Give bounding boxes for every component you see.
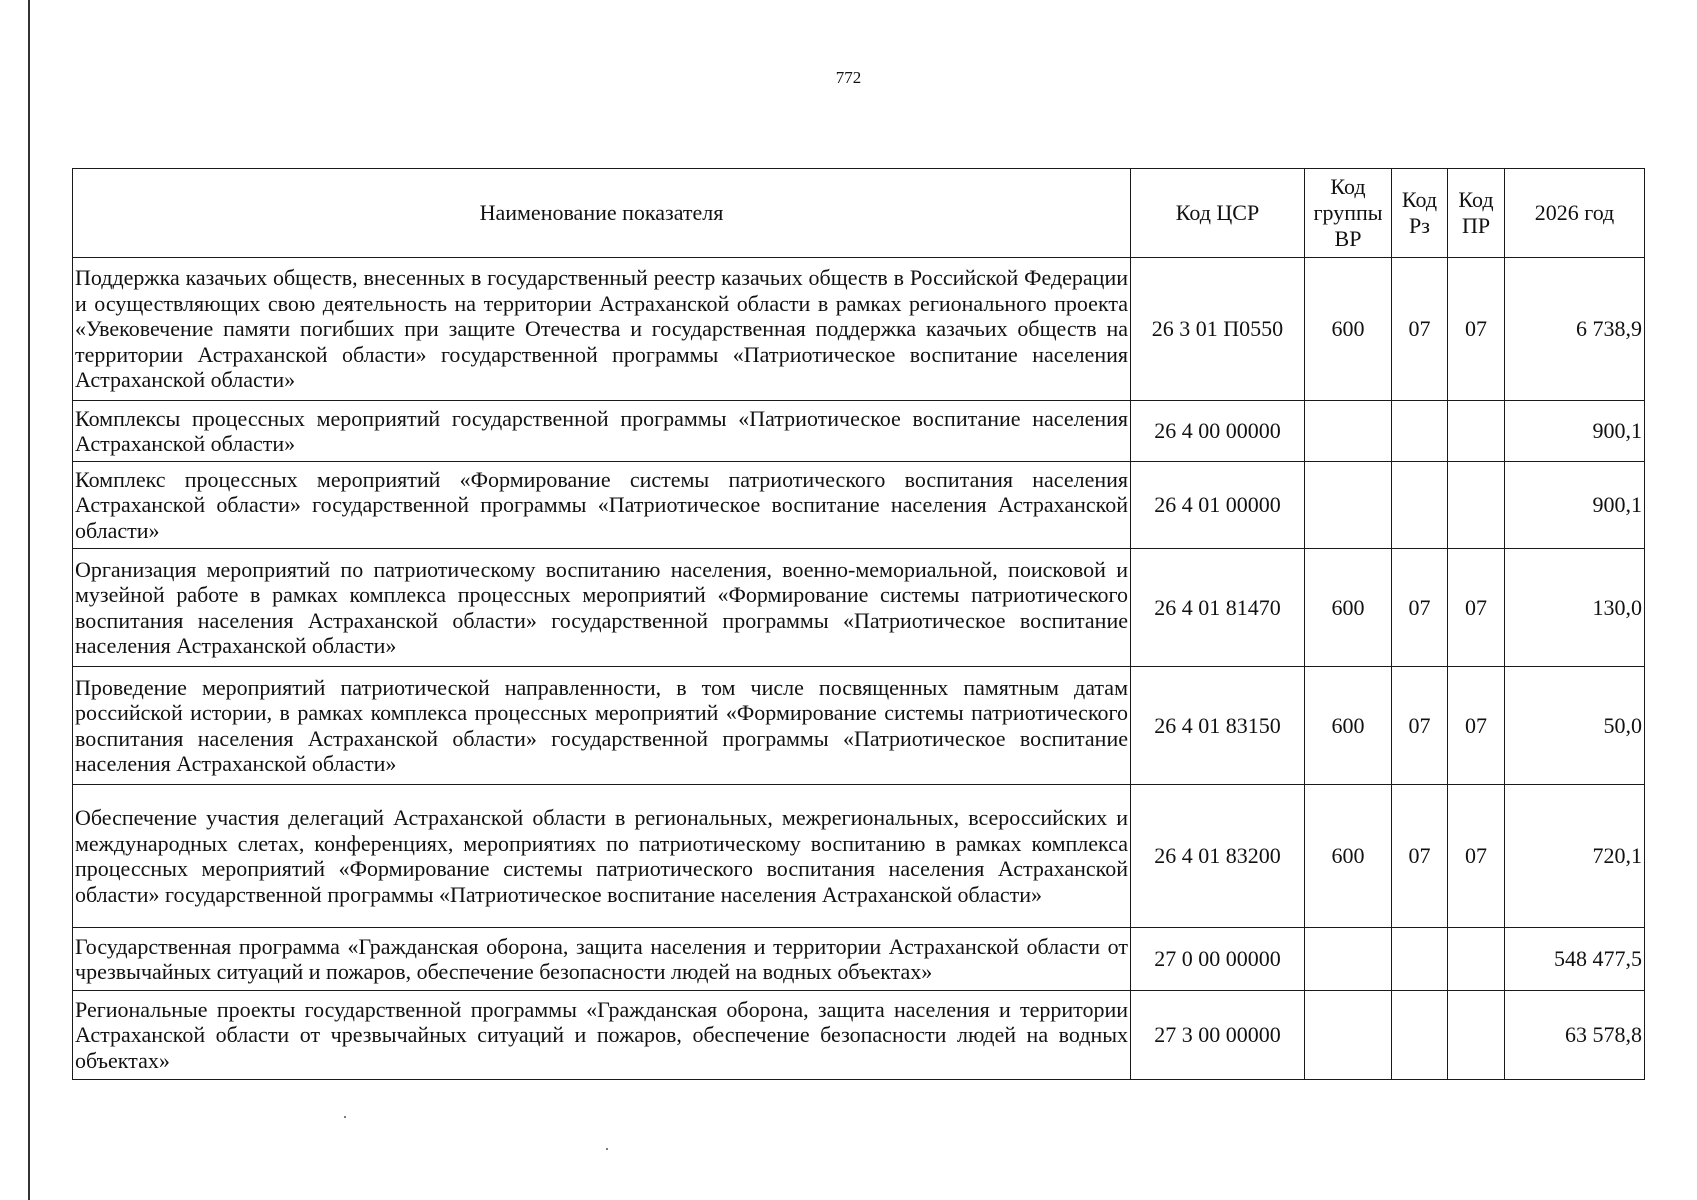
row-pr xyxy=(1448,462,1505,549)
header-row xyxy=(73,169,1645,258)
table-row xyxy=(73,401,1645,462)
row-vr: 600 xyxy=(1305,667,1392,785)
row-csr: 26 3 01 П0550 xyxy=(1131,258,1305,401)
row-pr xyxy=(1448,401,1505,462)
row-name: Организация мероприятий по патриотическому воспитанию населения, военно-мемориальной, поисковой и музейной работе в рамках комплекса процессных мероприятий «Формирование системы патриотического воспитания населения Астраханской области» государственной программы «Патриотическое воспитание населения Астраханской области» xyxy=(73,549,1131,667)
row-amount: 50,0 xyxy=(1505,667,1645,785)
row-vr: 600 xyxy=(1305,549,1392,667)
row-rz xyxy=(1392,401,1448,462)
row-name: Региональные проекты государственной программы «Гражданская оборона, защита населения и территории Астраханской области от чрезвычайных ситуаций и пожаров, обеспечение безопасности людей на водных объектах» xyxy=(73,991,1131,1080)
row-rz xyxy=(1392,928,1448,991)
row-csr: 27 3 00 00000 xyxy=(1131,991,1305,1080)
header-vr: Код группы ВР xyxy=(1305,169,1392,258)
row-csr: 26 4 01 81470 xyxy=(1131,549,1305,667)
budget-table xyxy=(72,168,1645,1080)
row-rz: 07 xyxy=(1392,667,1448,785)
row-amount: 6 738,9 xyxy=(1505,258,1645,401)
row-vr xyxy=(1305,401,1392,462)
row-rz: 07 xyxy=(1392,549,1448,667)
row-vr xyxy=(1305,991,1392,1080)
table-row xyxy=(73,785,1645,928)
row-rz xyxy=(1392,462,1448,549)
table-row xyxy=(73,549,1645,667)
table-row xyxy=(73,258,1645,401)
row-amount: 130,0 xyxy=(1505,549,1645,667)
row-amount: 63 578,8 xyxy=(1505,991,1645,1080)
row-vr: 600 xyxy=(1305,785,1392,928)
row-amount: 900,1 xyxy=(1505,401,1645,462)
header-pr: Код ПР xyxy=(1448,169,1505,258)
row-amount: 548 477,5 xyxy=(1505,928,1645,991)
row-csr: 27 0 00 00000 xyxy=(1131,928,1305,991)
row-rz: 07 xyxy=(1392,785,1448,928)
table-row xyxy=(73,991,1645,1080)
header-csr: Код ЦСР xyxy=(1131,169,1305,258)
row-name: Комплексы процессных мероприятий государственной программы «Патриотическое воспитание населения Астраханской области» xyxy=(73,401,1131,462)
row-pr xyxy=(1448,928,1505,991)
row-pr: 07 xyxy=(1448,785,1505,928)
scan-speck xyxy=(344,1116,346,1118)
row-pr: 07 xyxy=(1448,549,1505,667)
row-rz xyxy=(1392,991,1448,1080)
row-csr: 26 4 00 00000 xyxy=(1131,401,1305,462)
header-name: Наименование показателя xyxy=(73,169,1131,258)
binding-line xyxy=(28,0,30,1200)
row-name: Государственная программа «Гражданская оборона, защита населения и территории Астраханской области от чрезвычайных ситуаций и пожаров, обеспечение безопасности людей на водных объектах» xyxy=(73,928,1131,991)
row-pr xyxy=(1448,991,1505,1080)
row-name: Поддержка казачьих обществ, внесенных в государственный реестр казачьих обществ в Российской Федерации и осуществляющих свою деятельность на территории Астраханской области в рамках регионального проекта «Увековечение памяти погибших при защите Отечества и государственная поддержка казачьих обществ на территории Астраханской области» государственной программы «Патриотическое воспитание населения Астраханской области» xyxy=(73,258,1131,401)
row-pr: 07 xyxy=(1448,258,1505,401)
header-rz: Код Рз xyxy=(1392,169,1448,258)
page-number: 772 xyxy=(835,68,862,87)
row-csr: 26 4 01 00000 xyxy=(1131,462,1305,549)
table-row xyxy=(73,667,1645,785)
row-name: Проведение мероприятий патриотической направленности, в том числе посвященных памятным датам российской истории, в рамках комплекса процессных мероприятий «Формирование системы патриотического воспитания населения Астраханской области» государственной программы «Патриотическое воспитание населения Астраханской области» xyxy=(73,667,1131,785)
row-name: Комплекс процессных мероприятий «Формирование системы патриотического воспитания населения Астраханской области» государственной программы «Патриотическое воспитание населения Астраханской области» xyxy=(73,462,1131,549)
row-amount: 900,1 xyxy=(1505,462,1645,549)
row-vr: 600 xyxy=(1305,258,1392,401)
row-csr: 26 4 01 83200 xyxy=(1131,785,1305,928)
row-amount: 720,1 xyxy=(1505,785,1645,928)
row-vr xyxy=(1305,928,1392,991)
row-pr: 07 xyxy=(1448,667,1505,785)
header-year: 2026 год xyxy=(1505,169,1645,258)
table-row xyxy=(73,928,1645,991)
row-vr xyxy=(1305,462,1392,549)
scan-speck xyxy=(606,1148,608,1150)
table-row xyxy=(73,462,1645,549)
row-rz: 07 xyxy=(1392,258,1448,401)
row-name: Обеспечение участия делегаций Астраханской области в региональных, межрегиональных, всероссийских и международных слетах, конференциях, мероприятиях по патриотическому воспитанию в рамках комплекса процессных мероприятий «Формирование системы патриотического воспитания населения Астраханской области» государственной программы «Патриотическое воспитание населения Астраханской области» xyxy=(73,785,1131,928)
row-csr: 26 4 01 83150 xyxy=(1131,667,1305,785)
